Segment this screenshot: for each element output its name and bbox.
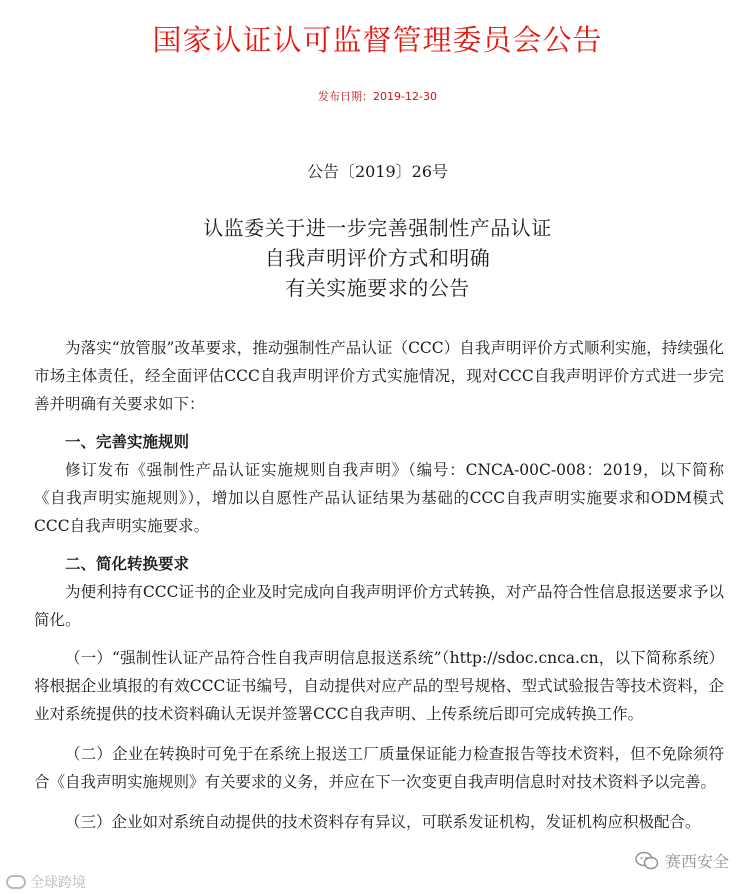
watermark-right-text: 赛西安全 <box>664 852 729 871</box>
watermark-left <box>6 872 86 892</box>
wechat-icon <box>635 851 659 871</box>
list-item: （二）企业在转换时可免于在系统上报送工厂质量保证能力检查报告等技术资料，但不免除须符合《自我声明实施规则》有关要求的义务，并应在下一次变更自我声明信息时对技术资料予以完善。 <box>34 745 724 791</box>
section-paragraph: 修订发布《强制性产品认证实施规则自我声明》（编号：CNCA-00C-008：2019，以下简称《自我声明实施规则》），增加以自愿性产品认证结果为基础的CCC自我声明实施要求和ODM模式CCC自我声明实施要求。 <box>34 461 724 535</box>
publish-date: 发布日期：2019-12-30 <box>318 90 437 103</box>
page-title: 国家认证认可监督管理委员会公告 <box>152 23 603 57</box>
document-title-line: 自我声明评价方式和明确 <box>264 246 491 270</box>
list-item: （一）“强制性认证产品符合性自我声明信息报送系统”（http://sdoc.cnca.cn，以下简称系统）将根据企业填报的有效CCC证书编号，自动提供对应产品的型号规格、型式试验报告等技术资料，企业对系统提供的技术资料确认无误并签署CCC自我声明、上传系统后即可完成转换工作。 <box>34 649 724 723</box>
section-heading: 二、简化转换要求 <box>65 554 190 573</box>
watermark-left-text: 全球跨境 <box>30 875 86 891</box>
section-paragraph: 为便利持有CCC证书的企业及时完成向自我声明评价方式转换，对产品符合性信息报送要求予以简化。 <box>34 583 724 629</box>
intro-paragraph: 为落实“放管服”改革要求，推动强制性产品认证（CCC）自我声明评价方式顺利实施，持续强化市场主体责任，经全面评估CCC自我声明评价方式实施情况，现对CCC自我声明评价方式进一步完善并明确有关要求如下： <box>34 339 724 413</box>
section-heading: 一、完善实施规则 <box>65 432 190 451</box>
watermark-logo-icon <box>6 875 26 889</box>
document-title-line: 有关实施要求的公告 <box>285 276 470 300</box>
list-item: （三）企业如对系统自动提供的技术资料存有异议，可联系发证机构，发证机构应积极配合。 <box>65 813 701 831</box>
document-body <box>34 334 724 836</box>
document-title-line: 认监委关于进一步完善强制性产品认证 <box>203 216 552 240</box>
announcement-number: 公告〔2019〕26号 <box>306 162 449 181</box>
document-title <box>0 213 755 303</box>
watermark-right <box>635 849 729 872</box>
